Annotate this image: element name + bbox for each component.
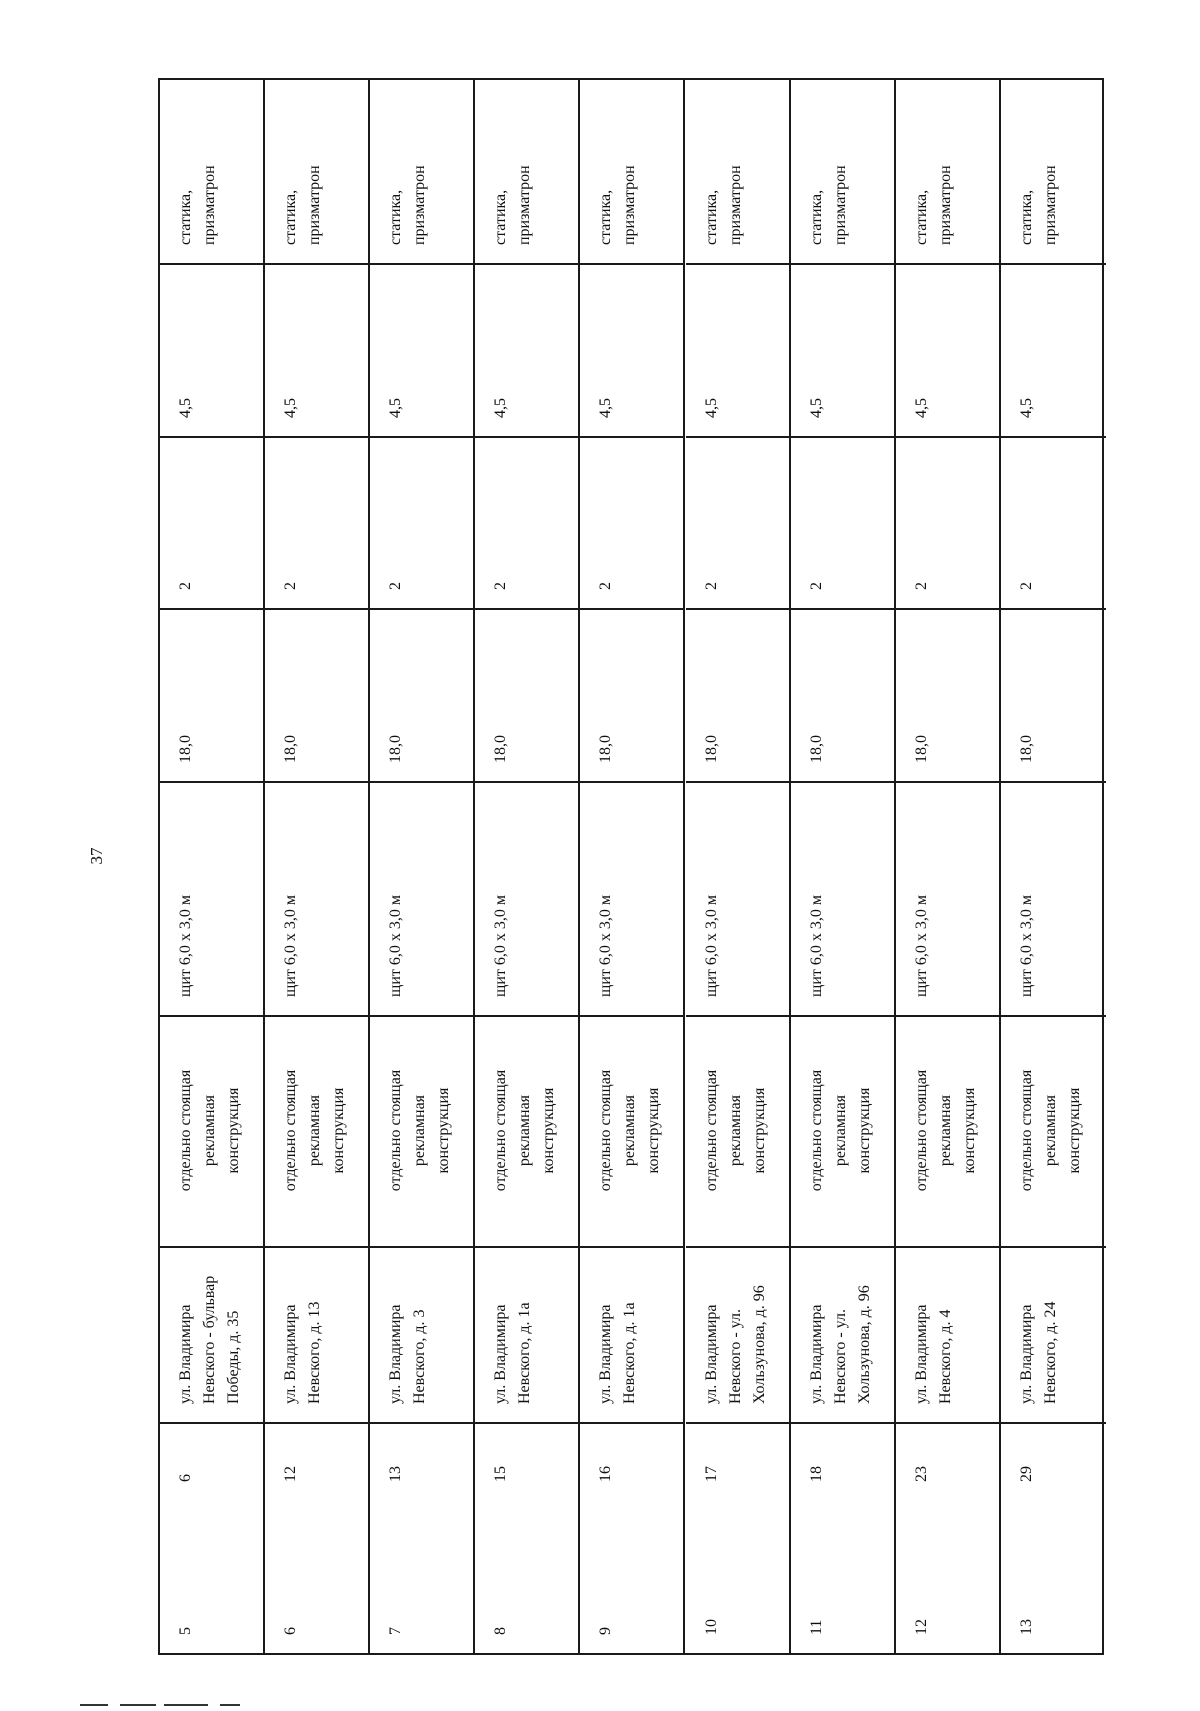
address-cell (174, 1264, 246, 1404)
table-row (160, 80, 265, 1653)
id-cell (594, 1440, 618, 1482)
table-row (370, 80, 475, 1653)
height-cell (700, 281, 724, 418)
cell-border (580, 263, 683, 265)
size-cell (910, 799, 934, 997)
size-cell-line: щит 6,0 x 3,0 м (807, 895, 825, 997)
mode-cell (174, 98, 222, 245)
area-cell-line: 18,0 (177, 735, 194, 763)
num-cell-line: 5 (177, 1627, 194, 1635)
type-cell-line: конструкция (330, 1087, 348, 1174)
type-cell-line: конструкция (645, 1087, 663, 1174)
size-cell (594, 799, 618, 997)
sides-cell-line: 2 (492, 582, 510, 590)
type-cell-line: конструкция (855, 1087, 873, 1174)
address-cell-line: ул. Владимира (282, 1304, 300, 1404)
num-cell (174, 1518, 198, 1635)
num-cell (594, 1518, 618, 1635)
type-cell (279, 1033, 351, 1228)
num-cell-line: 10 (702, 1619, 720, 1635)
sides-cell-line: 2 (597, 582, 615, 590)
mode-cell-line: призматрон (936, 165, 954, 245)
mode-cell-line: призматрон (621, 165, 639, 245)
address-cell-line: Хользунова, д. 96 (750, 1285, 768, 1404)
mode-cell-line: статика, (387, 189, 405, 245)
address-cell (910, 1264, 958, 1404)
sides-cell (1015, 454, 1039, 590)
type-cell-line: отдельно стоящая (282, 1069, 300, 1192)
area-cell-line: 18,0 (387, 735, 405, 763)
table-row (265, 80, 370, 1653)
id-cell (384, 1440, 408, 1482)
area-cell-line: 18,0 (492, 735, 510, 763)
type-cell-line: рекламная (726, 1094, 744, 1167)
address-cell (384, 1264, 432, 1404)
cell-border (791, 436, 894, 438)
cell-border (896, 436, 999, 438)
address-cell (700, 1264, 772, 1404)
cell-border (1001, 608, 1106, 610)
cell-border (160, 1015, 263, 1017)
type-cell-line: рекламная (936, 1094, 954, 1167)
cell-border (896, 781, 999, 783)
mode-cell (910, 98, 958, 245)
sides-cell-line: 2 (1017, 582, 1035, 590)
mode-cell (489, 98, 537, 245)
type-cell-line: конструкция (1065, 1087, 1083, 1174)
height-cell-line: 4,5 (807, 398, 825, 418)
id-cell-line: 13 (387, 1466, 405, 1482)
area-cell (384, 626, 408, 763)
type-cell-line: отдельно стоящая (492, 1069, 510, 1192)
sides-cell (594, 454, 618, 590)
size-cell (489, 799, 513, 997)
height-cell (910, 281, 934, 418)
table-row (1001, 80, 1106, 1653)
type-cell (700, 1033, 772, 1228)
type-cell (384, 1033, 456, 1228)
cell-border (265, 263, 368, 265)
area-cell (279, 626, 303, 763)
cell-border (896, 1015, 999, 1017)
type-cell (594, 1033, 666, 1228)
cell-border (686, 1015, 789, 1017)
cell-border (265, 781, 368, 783)
type-cell-line: отдельно стоящая (597, 1069, 615, 1192)
area-cell-line: 18,0 (702, 735, 720, 763)
size-cell-line: щит 6,0 x 3,0 м (282, 895, 300, 997)
area-cell-line: 18,0 (597, 735, 615, 763)
size-cell-line: щит 6,0 x 3,0 м (912, 895, 930, 997)
id-cell-line: 16 (597, 1466, 615, 1482)
size-cell (700, 799, 724, 997)
type-cell-line: рекламная (516, 1094, 534, 1167)
cell-border (475, 263, 578, 265)
table-row (896, 80, 1001, 1653)
cell-border (370, 1015, 473, 1017)
cell-border (686, 608, 789, 610)
height-cell-line: 4,5 (492, 398, 510, 418)
address-cell-line: ул. Владимира (807, 1304, 825, 1404)
type-cell-line: рекламная (306, 1094, 324, 1167)
height-cell-line: 4,5 (387, 398, 405, 418)
cell-border (686, 781, 789, 783)
address-cell (279, 1264, 327, 1404)
cell-border (686, 436, 789, 438)
size-cell (384, 799, 408, 997)
cell-border (791, 1246, 894, 1248)
address-cell (1015, 1264, 1063, 1404)
id-cell-line: 23 (912, 1466, 930, 1482)
mode-cell-line: статика, (807, 189, 825, 245)
type-cell (1015, 1033, 1087, 1228)
type-cell-line: рекламная (411, 1094, 429, 1167)
mode-cell-line: статика, (912, 189, 930, 245)
cell-border (896, 1246, 999, 1248)
mode-cell-line: призматрон (411, 165, 429, 245)
num-cell (1015, 1518, 1039, 1635)
type-cell-line: конструкция (540, 1087, 558, 1174)
id-cell-line: 18 (807, 1466, 825, 1482)
type-cell-line: конструкция (960, 1087, 978, 1174)
address-cell-line: Хользунова, д. 96 (855, 1285, 873, 1404)
num-cell-line: 6 (282, 1627, 300, 1635)
size-cell-line: щит 6,0 x 3,0 м (702, 895, 720, 997)
cell-border (791, 263, 894, 265)
height-cell (174, 281, 198, 418)
size-cell (174, 799, 198, 997)
sides-cell-line: 2 (702, 582, 720, 590)
mode-cell-line: призматрон (306, 165, 324, 245)
address-cell-line: Невского - ул. (726, 1309, 744, 1404)
cell-border (686, 1246, 789, 1248)
address-cell-line: Невского - бульвар (201, 1275, 218, 1404)
type-cell-line: отдельно стоящая (387, 1069, 405, 1192)
cell-border (370, 1422, 473, 1424)
cell-border (1001, 1246, 1106, 1248)
address-cell-line: Невского, д. 3 (411, 1309, 429, 1404)
cell-border (265, 1015, 368, 1017)
num-cell (279, 1518, 303, 1635)
mode-cell (384, 98, 432, 245)
cell-border (475, 1015, 578, 1017)
type-cell-line: отдельно стоящая (177, 1069, 194, 1192)
cell-border (791, 608, 894, 610)
mode-cell-line: статика, (597, 189, 615, 245)
cell-border (370, 781, 473, 783)
size-cell-line: щит 6,0 x 3,0 м (387, 895, 405, 997)
mode-cell-line: призматрон (516, 165, 534, 245)
cell-border (475, 781, 578, 783)
address-cell-line: ул. Владимира (492, 1304, 510, 1404)
sides-cell (174, 454, 198, 590)
sides-cell (700, 454, 724, 590)
mode-cell-line: статика, (282, 189, 300, 245)
address-cell (805, 1264, 877, 1404)
sides-cell-line: 2 (807, 582, 825, 590)
height-cell (594, 281, 618, 418)
size-cell-line: щит 6,0 x 3,0 м (1017, 895, 1035, 997)
id-cell (910, 1440, 934, 1482)
cell-border (1001, 1015, 1106, 1017)
type-cell-line: конструкция (750, 1087, 768, 1174)
sides-cell (489, 454, 513, 590)
sides-cell-line: 2 (282, 582, 300, 590)
num-cell-line: 13 (1017, 1619, 1035, 1635)
id-cell (279, 1440, 303, 1482)
id-cell-line: 17 (702, 1466, 720, 1482)
area-cell-line: 18,0 (282, 735, 300, 763)
sides-cell-line: 2 (177, 582, 194, 590)
mode-cell (700, 98, 748, 245)
mode-cell-line: призматрон (1041, 165, 1059, 245)
size-cell-line: щит 6,0 x 3,0 м (597, 895, 615, 997)
area-cell (489, 626, 513, 763)
mode-cell-line: призматрон (201, 165, 218, 245)
sides-cell (910, 454, 934, 590)
height-cell-line: 4,5 (1017, 398, 1035, 418)
area-cell-line: 18,0 (912, 735, 930, 763)
id-cell (174, 1440, 198, 1482)
address-cell-line: Невского, д. 24 (1041, 1301, 1059, 1404)
cell-border (475, 436, 578, 438)
type-cell (805, 1033, 877, 1228)
type-cell-line: рекламная (1041, 1094, 1059, 1167)
mode-cell-line: статика, (1017, 189, 1035, 245)
address-cell-line: ул. Владимира (912, 1304, 930, 1404)
cell-border (265, 608, 368, 610)
num-cell-line: 7 (387, 1627, 405, 1635)
cell-border (1001, 263, 1106, 265)
id-cell-line: 29 (1017, 1466, 1035, 1482)
cell-border (370, 608, 473, 610)
sides-cell (384, 454, 408, 590)
cell-border (1001, 436, 1106, 438)
type-cell (174, 1033, 246, 1228)
table-row (475, 80, 580, 1653)
cell-border (370, 436, 473, 438)
sides-cell (805, 454, 829, 590)
cell-border (580, 781, 683, 783)
cell-border (896, 608, 999, 610)
height-cell-line: 4,5 (702, 398, 720, 418)
num-cell (910, 1518, 934, 1635)
size-cell-line: щит 6,0 x 3,0 м (177, 895, 194, 997)
mode-cell-line: статика, (177, 189, 194, 245)
type-cell (489, 1033, 561, 1228)
id-cell (1015, 1440, 1039, 1482)
cell-border (580, 1422, 683, 1424)
cell-border (686, 263, 789, 265)
type-cell (910, 1033, 982, 1228)
id-cell-line: 12 (282, 1466, 300, 1482)
id-cell-line: 6 (177, 1474, 194, 1482)
type-cell-line: рекламная (621, 1094, 639, 1167)
height-cell (1015, 281, 1039, 418)
cell-border (160, 608, 263, 610)
id-cell-line: 15 (492, 1466, 510, 1482)
cell-border (160, 436, 263, 438)
address-cell (489, 1264, 537, 1404)
cell-border (896, 1422, 999, 1424)
address-cell-line: Победы, д. 35 (225, 1310, 242, 1404)
address-cell-line: ул. Владимира (1017, 1304, 1035, 1404)
area-cell-line: 18,0 (1017, 735, 1035, 763)
type-cell-line: отдельно стоящая (807, 1069, 825, 1192)
address-cell-line: Невского, д. 1а (621, 1302, 639, 1404)
size-cell-line: щит 6,0 x 3,0 м (492, 895, 510, 997)
cell-border (160, 263, 263, 265)
cell-border (791, 1422, 894, 1424)
num-cell (489, 1518, 513, 1635)
num-cell (384, 1518, 408, 1635)
mode-cell-line: статика, (702, 189, 720, 245)
area-cell-line: 18,0 (807, 735, 825, 763)
size-cell (1015, 799, 1039, 997)
cell-border (791, 1015, 894, 1017)
address-cell-line: ул. Владимира (177, 1304, 194, 1404)
advertising-structures-table (158, 78, 1104, 1655)
page-number: 37 (87, 847, 106, 865)
type-cell-line: отдельно стоящая (702, 1069, 720, 1192)
num-cell-line: 8 (492, 1627, 510, 1635)
num-cell-line: 9 (597, 1627, 615, 1635)
table-row (686, 80, 791, 1653)
mode-cell-line: призматрон (831, 165, 849, 245)
num-cell (700, 1518, 724, 1635)
cell-border (580, 1015, 683, 1017)
cell-border (160, 1422, 263, 1424)
cell-border (160, 781, 263, 783)
cell-border (791, 781, 894, 783)
height-cell (279, 281, 303, 418)
mode-cell-line: призматрон (726, 165, 744, 245)
cell-border (475, 1246, 578, 1248)
height-cell (384, 281, 408, 418)
type-cell-line: конструкция (435, 1087, 453, 1174)
id-cell (489, 1440, 513, 1482)
cell-border (265, 436, 368, 438)
num-cell (805, 1518, 829, 1635)
size-cell (805, 799, 829, 997)
area-cell (805, 626, 829, 763)
cell-border (370, 263, 473, 265)
id-cell (700, 1440, 724, 1482)
mode-cell-line: статика, (492, 189, 510, 245)
sides-cell (279, 454, 303, 590)
type-cell-line: отдельно стоящая (912, 1069, 930, 1192)
address-cell-line: ул. Владимира (702, 1304, 720, 1404)
height-cell (805, 281, 829, 418)
cell-border (1001, 781, 1106, 783)
address-cell-line: Невского, д. 13 (306, 1301, 324, 1404)
address-cell-line: Невского, д. 1а (516, 1302, 534, 1404)
area-cell (700, 626, 724, 763)
area-cell (1015, 626, 1039, 763)
height-cell-line: 4,5 (177, 398, 194, 418)
type-cell-line: рекламная (201, 1094, 218, 1167)
area-cell (174, 626, 198, 763)
id-cell (805, 1440, 829, 1482)
cell-border (265, 1246, 368, 1248)
num-cell-line: 11 (807, 1619, 825, 1635)
address-cell (594, 1264, 642, 1404)
cell-border (475, 608, 578, 610)
footer-scan-mark (80, 1701, 280, 1711)
mode-cell (279, 98, 327, 245)
address-cell-line: ул. Владимира (597, 1304, 615, 1404)
type-cell-line: конструкция (225, 1087, 242, 1174)
address-cell-line: Невского - ул. (831, 1309, 849, 1404)
cell-border (370, 1246, 473, 1248)
height-cell-line: 4,5 (597, 398, 615, 418)
sides-cell-line: 2 (387, 582, 405, 590)
height-cell-line: 4,5 (282, 398, 300, 418)
mode-cell (594, 98, 642, 245)
height-cell (489, 281, 513, 418)
cell-border (686, 1422, 789, 1424)
cell-border (580, 436, 683, 438)
sides-cell-line: 2 (912, 582, 930, 590)
cell-border (160, 1246, 263, 1248)
type-cell-line: рекламная (831, 1094, 849, 1167)
area-cell (594, 626, 618, 763)
address-cell-line: Невского, д. 4 (936, 1309, 954, 1404)
address-cell-line: ул. Владимира (387, 1304, 405, 1404)
cell-border (475, 1422, 578, 1424)
table-row (580, 80, 685, 1653)
cell-border (896, 263, 999, 265)
cell-border (1001, 1422, 1106, 1424)
type-cell-line: отдельно стоящая (1017, 1069, 1035, 1192)
cell-border (580, 608, 683, 610)
table-row (791, 80, 896, 1653)
mode-cell (1015, 98, 1063, 245)
cell-border (580, 1246, 683, 1248)
height-cell-line: 4,5 (912, 398, 930, 418)
size-cell (279, 799, 303, 997)
cell-border (265, 1422, 368, 1424)
area-cell (910, 626, 934, 763)
mode-cell (805, 98, 853, 245)
num-cell-line: 12 (912, 1619, 930, 1635)
